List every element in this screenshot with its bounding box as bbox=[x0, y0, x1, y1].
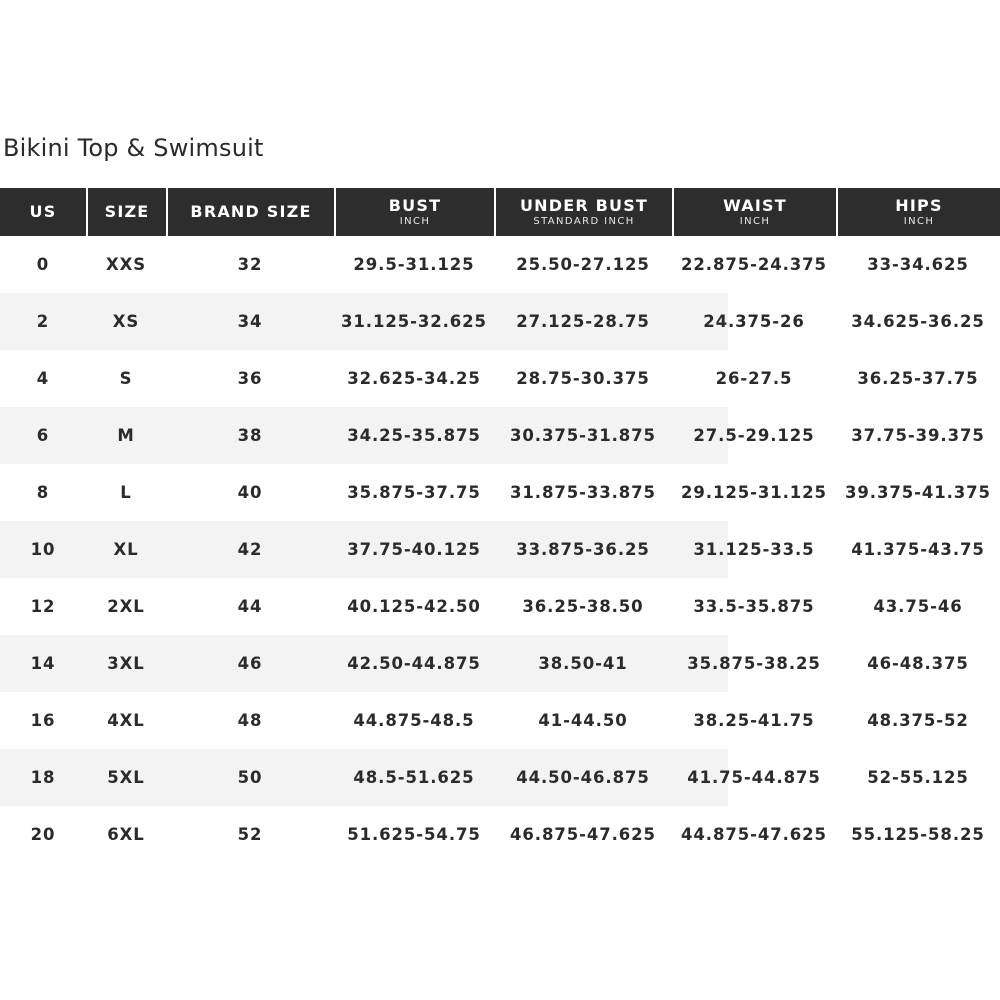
cell-hips: 55.125-58.25 bbox=[851, 825, 985, 844]
cell-size: 2XL bbox=[107, 597, 145, 616]
cell-waist: 26-27.5 bbox=[715, 369, 793, 388]
table-body bbox=[0, 236, 1000, 863]
cell-size: 4XL bbox=[107, 711, 145, 730]
cell-bust: 40.125-42.50 bbox=[347, 597, 481, 616]
cell-brand-size: 38 bbox=[166, 407, 334, 464]
cell-under-bust: 44.50-46.875 bbox=[494, 749, 672, 806]
header-waist bbox=[672, 188, 836, 236]
size-chart bbox=[0, 188, 1000, 863]
cell-waist: 22.875-24.375 bbox=[681, 255, 827, 274]
cell-bust: 42.50-44.875 bbox=[334, 635, 494, 692]
cell-hips: 37.75-39.375 bbox=[836, 407, 1000, 464]
cell-bust: 51.625-54.75 bbox=[347, 825, 481, 844]
cell-hips: 48.375-52 bbox=[867, 711, 969, 730]
cell-us: 20 bbox=[30, 825, 56, 844]
cell-hips: 41.375-43.75 bbox=[836, 521, 1000, 578]
cell-us: 14 bbox=[0, 635, 86, 692]
cell-us: 18 bbox=[0, 749, 86, 806]
table-row bbox=[0, 749, 1000, 806]
cell-under-bust: 27.125-28.75 bbox=[494, 293, 672, 350]
header-bust bbox=[334, 188, 494, 236]
cell-us: 2 bbox=[0, 293, 86, 350]
cell-under-bust: 33.875-36.25 bbox=[494, 521, 672, 578]
table-row bbox=[0, 407, 1000, 464]
cell-us: 10 bbox=[0, 521, 86, 578]
cell-size: XL bbox=[86, 521, 166, 578]
header-hips-label: HIPS bbox=[895, 195, 943, 215]
cell-hips: 36.25-37.75 bbox=[857, 369, 979, 388]
header-waist-unit: INCH bbox=[739, 215, 771, 227]
table-row bbox=[0, 692, 1000, 749]
header-under-bust-unit: STANDARD INCH bbox=[533, 215, 635, 227]
cell-size: XS bbox=[86, 293, 166, 350]
header-bust-unit: INCH bbox=[399, 215, 431, 227]
cell-under-bust: 30.375-31.875 bbox=[494, 407, 672, 464]
cell-size: 3XL bbox=[86, 635, 166, 692]
cell-us: 8 bbox=[36, 483, 50, 502]
cell-waist: 44.875-47.625 bbox=[681, 825, 827, 844]
cell-bust: 48.5-51.625 bbox=[334, 749, 494, 806]
cell-hips: 39.375-41.375 bbox=[845, 483, 991, 502]
cell-bust: 44.875-48.5 bbox=[353, 711, 475, 730]
cell-under-bust: 46.875-47.625 bbox=[510, 825, 656, 844]
header-size bbox=[86, 188, 166, 236]
table-row bbox=[0, 293, 1000, 350]
cell-bust: 32.625-34.25 bbox=[347, 369, 481, 388]
cell-under-bust: 36.25-38.50 bbox=[522, 597, 644, 616]
cell-waist: 35.875-38.25 bbox=[672, 635, 836, 692]
table-row bbox=[0, 578, 1000, 635]
header-us bbox=[0, 188, 86, 236]
cell-waist: 41.75-44.875 bbox=[672, 749, 836, 806]
cell-brand-size: 40 bbox=[237, 483, 263, 502]
cell-under-bust: 25.50-27.125 bbox=[516, 255, 650, 274]
cell-waist: 33.5-35.875 bbox=[693, 597, 815, 616]
cell-under-bust: 41-44.50 bbox=[538, 711, 628, 730]
cell-hips: 34.625-36.25 bbox=[836, 293, 1000, 350]
cell-under-bust: 31.875-33.875 bbox=[510, 483, 656, 502]
cell-brand-size: 50 bbox=[166, 749, 334, 806]
cell-waist: 31.125-33.5 bbox=[672, 521, 836, 578]
cell-brand-size: 42 bbox=[166, 521, 334, 578]
cell-size: 6XL bbox=[107, 825, 145, 844]
header-us-label: US bbox=[29, 202, 57, 221]
cell-hips: 46-48.375 bbox=[836, 635, 1000, 692]
cell-waist: 27.5-29.125 bbox=[672, 407, 836, 464]
cell-brand-size: 46 bbox=[166, 635, 334, 692]
cell-bust: 37.75-40.125 bbox=[334, 521, 494, 578]
header-row bbox=[0, 188, 1000, 236]
cell-us: 4 bbox=[36, 369, 50, 388]
header-hips bbox=[836, 188, 1000, 236]
cell-size: L bbox=[120, 483, 132, 502]
cell-brand-size: 36 bbox=[237, 369, 263, 388]
table-header bbox=[0, 188, 1000, 236]
cell-us: 6 bbox=[0, 407, 86, 464]
cell-brand-size: 32 bbox=[237, 255, 263, 274]
cell-size: 5XL bbox=[86, 749, 166, 806]
cell-size: XXS bbox=[105, 255, 147, 274]
cell-waist: 29.125-31.125 bbox=[681, 483, 827, 502]
header-under-bust bbox=[494, 188, 672, 236]
header-size-label: SIZE bbox=[104, 202, 150, 221]
cell-size: M bbox=[86, 407, 166, 464]
cell-waist: 38.25-41.75 bbox=[693, 711, 815, 730]
header-hips-unit: INCH bbox=[903, 215, 935, 227]
table-row bbox=[0, 350, 1000, 407]
cell-brand-size: 44 bbox=[237, 597, 263, 616]
cell-hips: 33-34.625 bbox=[867, 255, 969, 274]
table-row bbox=[0, 236, 1000, 293]
cell-waist: 24.375-26 bbox=[672, 293, 836, 350]
page-title: Bikini Top & Swimsuit bbox=[3, 134, 264, 162]
header-brand-size-label: BRAND SIZE bbox=[190, 202, 312, 221]
cell-brand-size: 34 bbox=[166, 293, 334, 350]
header-under-bust-label: UNDER BUST bbox=[519, 195, 649, 215]
cell-under-bust: 38.50-41 bbox=[494, 635, 672, 692]
cell-us: 12 bbox=[30, 597, 56, 616]
cell-bust: 31.125-32.625 bbox=[334, 293, 494, 350]
cell-hips: 43.75-46 bbox=[873, 597, 963, 616]
table-row bbox=[0, 464, 1000, 521]
header-bust-label: BUST bbox=[388, 195, 442, 215]
cell-us: 16 bbox=[30, 711, 56, 730]
size-table bbox=[0, 188, 1000, 863]
cell-brand-size: 48 bbox=[237, 711, 263, 730]
cell-brand-size: 52 bbox=[237, 825, 263, 844]
cell-bust: 34.25-35.875 bbox=[334, 407, 494, 464]
header-waist-label: WAIST bbox=[723, 195, 787, 215]
cell-hips: 52-55.125 bbox=[836, 749, 1000, 806]
table-row bbox=[0, 521, 1000, 578]
cell-us: 0 bbox=[36, 255, 50, 274]
cell-bust: 35.875-37.75 bbox=[347, 483, 481, 502]
cell-bust: 29.5-31.125 bbox=[353, 255, 475, 274]
cell-size: S bbox=[119, 369, 133, 388]
header-brand-size bbox=[166, 188, 334, 236]
cell-under-bust: 28.75-30.375 bbox=[516, 369, 650, 388]
table-row bbox=[0, 635, 1000, 692]
table-row bbox=[0, 806, 1000, 863]
